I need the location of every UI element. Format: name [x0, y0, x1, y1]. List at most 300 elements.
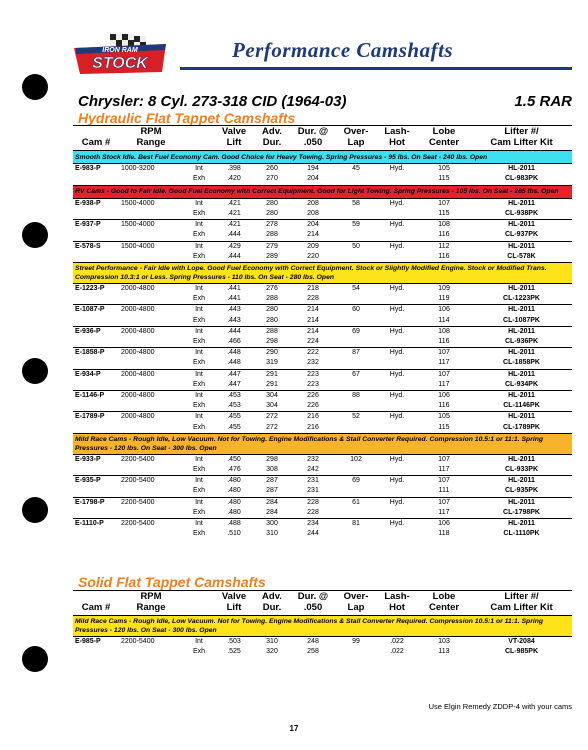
valve-lift: .421	[227, 209, 241, 217]
adv-duration: 287	[266, 487, 278, 495]
overlap	[335, 508, 377, 519]
side-label: Int	[183, 284, 215, 295]
group-description: Smooth Stock Idle. Best Fuel Economy Cam. Good Choice for Heavy Towing. Spring Pressures - 95 lbs. On Seat - 240 lbs. Open	[73, 151, 572, 164]
duration-050: 232	[307, 359, 319, 367]
duration-050: 208	[307, 209, 319, 217]
binder-hole	[22, 358, 48, 384]
adv-duration: 298	[266, 338, 278, 346]
rpm-range	[119, 337, 183, 348]
adv-duration: 308	[266, 466, 278, 474]
duration-050: 231	[291, 476, 335, 487]
adv-duration: 270	[266, 175, 278, 183]
lobe-center: 116	[438, 402, 450, 410]
lifter-kit: HL-2011	[471, 497, 572, 508]
valve-lift: .448	[227, 359, 241, 367]
lash: Hyd.	[377, 391, 417, 402]
engine-heading	[78, 93, 572, 111]
cam-number	[73, 647, 119, 657]
adv-duration: 280	[253, 305, 291, 316]
cam-number: E-578-S	[73, 241, 119, 252]
duration-050: 204	[291, 220, 335, 231]
lash: .022	[390, 648, 404, 656]
duration-050: 226	[307, 402, 319, 410]
lash: Hyd.	[377, 476, 417, 487]
table-row	[73, 209, 572, 220]
cam-number: E-936-P	[73, 326, 119, 337]
lifter-kit: HL-2011	[471, 519, 572, 530]
valve-lift: .448	[215, 348, 253, 359]
lash: Hyd.	[377, 305, 417, 316]
overlap	[335, 174, 377, 185]
group-description: Mild Race Cams - Rough Idle, Low Vacuum. Not for Towing. Engine Modifications & Stall Converter Required. Compression 10.5:1 or 11:1. Spring Pressures - 120 lbs. On Seat - 300 lbs. Open	[73, 616, 572, 637]
lobe-center: 118	[438, 530, 450, 538]
overlap	[335, 230, 377, 241]
adv-duration: 291	[266, 380, 278, 388]
valve-lift: .441	[227, 295, 241, 303]
side-label: Exh	[192, 231, 206, 239]
col-valve-lift: Valve Lift	[221, 591, 247, 613]
adv-duration: 278	[253, 220, 291, 231]
adv-duration: 304	[266, 402, 278, 410]
lobe-center: 119	[438, 295, 450, 303]
rpm-range: 2000-4800	[119, 348, 183, 359]
duration-050: 218	[291, 284, 335, 295]
rpm-range	[119, 294, 183, 305]
valve-lift: .476	[227, 466, 241, 474]
table-row	[73, 369, 572, 380]
valve-lift: .480	[227, 487, 241, 495]
side-label: Exh	[192, 487, 206, 495]
rpm-range	[119, 486, 183, 497]
rpm-range	[119, 174, 183, 185]
lash	[377, 465, 417, 476]
cam-number	[73, 209, 119, 220]
adv-duration: 288	[266, 295, 278, 303]
lifter-kit: HL-2011	[471, 284, 572, 295]
col-rpm: RPM Range	[136, 591, 166, 613]
lifter-kit: HL-2011	[471, 391, 572, 402]
valve-lift: .421	[215, 198, 253, 209]
valve-lift: .398	[215, 164, 253, 175]
rpm-range	[119, 508, 183, 519]
overlap	[335, 380, 377, 391]
duration-050: 228	[307, 508, 319, 516]
overlap: 69	[335, 326, 377, 337]
lash	[377, 252, 417, 263]
adv-duration: 300	[253, 519, 291, 530]
lifter-kit: CL-578K	[507, 252, 536, 260]
overlap: 60	[335, 305, 377, 316]
overlap: 61	[335, 497, 377, 508]
rpm-range	[119, 380, 183, 391]
lobe-center: 106	[417, 391, 471, 402]
rpm-range	[119, 316, 183, 327]
table-header	[73, 591, 572, 616]
valve-lift: .444	[227, 231, 241, 239]
lobe-center: 109	[417, 284, 471, 295]
duration-050: 220	[307, 252, 319, 260]
svg-text:IRON RAM: IRON RAM	[102, 47, 138, 54]
col-cam: Cam #	[81, 602, 111, 613]
cam-number: E-1789-P	[73, 412, 119, 423]
overlap: 45	[335, 164, 377, 175]
lash: Hyd.	[377, 326, 417, 337]
lobe-center: 112	[417, 241, 471, 252]
engine-name: Chrysler: 8 Cyl. 273-318 CID (1964-03)	[78, 93, 347, 110]
rpm-range: 2200-5400	[119, 454, 183, 465]
cam-number	[73, 337, 119, 348]
rpm-range: 1500-4000	[119, 198, 183, 209]
col-adv-dur: Adv. Dur.	[262, 591, 282, 613]
lash	[377, 380, 417, 391]
lobe-center: 107	[417, 497, 471, 508]
binder-hole	[22, 222, 48, 248]
col-rpm: RPM Range	[136, 126, 166, 148]
page-title: Performance Camshafts	[232, 38, 454, 62]
overlap	[335, 252, 377, 263]
adv-duration: 310	[253, 637, 291, 648]
duration-050: 214	[291, 305, 335, 316]
group-description-row	[73, 616, 572, 637]
overlap	[335, 465, 377, 476]
duration-050: 226	[291, 391, 335, 402]
valve-lift: .444	[215, 326, 253, 337]
table-row	[73, 326, 572, 337]
lash	[377, 529, 417, 539]
rpm-range	[119, 529, 183, 539]
overlap: 58	[335, 198, 377, 209]
lifter-kit: CL-1789PK	[503, 423, 540, 431]
lash: Hyd.	[377, 284, 417, 295]
table-row	[73, 305, 572, 316]
lifter-kit: CL-938PK	[504, 209, 539, 217]
rpm-range	[119, 423, 183, 434]
lobe-center: 105	[417, 164, 471, 175]
cam-number	[73, 465, 119, 476]
lifter-kit: HL-2011	[471, 241, 572, 252]
overlap: 87	[335, 348, 377, 359]
lash	[377, 358, 417, 369]
cam-number	[73, 401, 119, 412]
group-description-row	[73, 433, 572, 454]
valve-lift: .488	[215, 519, 253, 530]
col-adv-dur: Adv. Dur.	[262, 126, 282, 148]
col-overlap: Over- Lap	[343, 591, 369, 613]
rpm-range	[119, 358, 183, 369]
adv-duration: 284	[266, 508, 278, 516]
table-row	[73, 348, 572, 359]
valve-lift: .450	[215, 454, 253, 465]
overlap: 59	[335, 220, 377, 231]
duration-050: 248	[291, 637, 335, 648]
table-row	[73, 529, 572, 539]
lash: Hyd.	[377, 241, 417, 252]
lash	[377, 423, 417, 434]
valve-lift: .525	[227, 648, 241, 656]
cam-number	[73, 252, 119, 263]
overlap: 69	[335, 476, 377, 487]
group-description: Mild Race Cams - Rough Idle, Low Vacuum. Not for Towing. Engine Modifications & Stall Converter Required. Compression 10.5:1 or 11:1. Spring Pressures - 120 lbs. On Seat - 300 lbs. Open	[73, 433, 572, 454]
lobe-center: 117	[438, 466, 450, 474]
binder-hole	[22, 74, 48, 100]
rpm-range: 1500-4000	[119, 220, 183, 231]
valve-lift: .443	[215, 305, 253, 316]
duration-050: 223	[307, 380, 319, 388]
rpm-range: 2200-5400	[119, 476, 183, 487]
overlap: 81	[335, 519, 377, 530]
rpm-range: 2200-5400	[119, 519, 183, 530]
binder-hole	[22, 497, 48, 523]
lobe-center: 107	[417, 454, 471, 465]
lifter-kit: HL-2011	[471, 369, 572, 380]
cam-number: E-1798-P	[73, 497, 119, 508]
lifter-kit: CL-1798PK	[503, 508, 540, 516]
side-label: Int	[183, 519, 215, 530]
hydraulic-cam-table	[73, 125, 572, 539]
rpm-range: 2000-4800	[119, 305, 183, 316]
duration-050: 234	[291, 519, 335, 530]
lash	[377, 401, 417, 412]
table-row	[73, 647, 572, 657]
duration-050: 209	[291, 241, 335, 252]
binder-hole	[22, 646, 48, 672]
lifter-kit: VT-2084	[471, 637, 572, 648]
lobe-center: 116	[438, 338, 450, 346]
duration-050: 228	[291, 497, 335, 508]
cam-number: E-934-P	[73, 369, 119, 380]
table-row	[73, 220, 572, 231]
rpm-range: 2000-4800	[119, 391, 183, 402]
cam-number	[73, 529, 119, 539]
lobe-center: 116	[438, 252, 450, 260]
lifter-kit: CL-934PK	[504, 380, 539, 388]
lobe-center: 106	[417, 519, 471, 530]
table-row	[73, 637, 572, 648]
lifter-kit: CL-1110PK	[503, 530, 540, 538]
adv-duration: 291	[253, 369, 291, 380]
col-lash: Lash- Hot	[384, 126, 410, 148]
side-label: Int	[183, 164, 215, 175]
lobe-center: 113	[438, 648, 450, 656]
side-label: Int	[183, 412, 215, 423]
col-valve-lift: Valve Lift	[221, 126, 247, 148]
rpm-range	[119, 647, 183, 657]
rpm-range: 2000-4800	[119, 326, 183, 337]
table-row	[73, 164, 572, 175]
side-label: Int	[183, 220, 215, 231]
cam-number	[73, 230, 119, 241]
adv-duration: 260	[253, 164, 291, 175]
table-row	[73, 174, 572, 185]
title-rule	[180, 67, 572, 70]
side-label: Exh	[192, 252, 206, 260]
duration-050: 194	[291, 164, 335, 175]
side-label: Exh	[192, 209, 206, 217]
lobe-center: 115	[438, 175, 450, 183]
duration-050: 216	[307, 423, 319, 431]
col-lobe-center: Lobe Center	[428, 591, 460, 613]
side-label: Exh	[192, 508, 206, 516]
rpm-range: 2000-4800	[119, 412, 183, 423]
col-cam: Cam #	[81, 137, 111, 148]
hydraulic-section-title: Hydraulic Flat Tappet Camshafts	[78, 110, 296, 126]
table-row	[73, 423, 572, 434]
table-row	[73, 391, 572, 402]
table-row	[73, 284, 572, 295]
table-row	[73, 519, 572, 530]
rpm-range: 2200-5400	[119, 497, 183, 508]
overlap	[335, 337, 377, 348]
table-row	[73, 198, 572, 209]
lash	[377, 230, 417, 241]
rocker-ratio: 1.5 RAR	[514, 93, 572, 110]
rpm-range	[119, 230, 183, 241]
lifter-kit: CL-936PK	[504, 338, 539, 346]
rpm-range: 2000-4800	[119, 369, 183, 380]
duration-050: 231	[307, 487, 319, 495]
col-lash: Lash- Hot	[384, 591, 410, 613]
overlap	[335, 647, 377, 657]
overlap: 50	[335, 241, 377, 252]
table-row	[73, 465, 572, 476]
lifter-kit: HL-2011	[471, 220, 572, 231]
lobe-center: 107	[417, 198, 471, 209]
side-label: Exh	[192, 338, 206, 346]
duration-050: 258	[307, 648, 319, 656]
adv-duration: 280	[253, 198, 291, 209]
lifter-kit: HL-2011	[471, 305, 572, 316]
lifter-kit: CL-985PK	[504, 648, 539, 656]
lobe-center: 108	[417, 220, 471, 231]
overlap: 52	[335, 412, 377, 423]
valve-lift: .455	[215, 412, 253, 423]
side-label: Int	[183, 637, 215, 648]
duration-050: 224	[307, 338, 319, 346]
table-header	[73, 126, 572, 151]
side-label: Exh	[192, 175, 206, 183]
lash	[377, 508, 417, 519]
col-spacer	[183, 126, 215, 151]
lobe-center: 117	[438, 508, 450, 516]
adv-duration: 319	[266, 359, 278, 367]
cam-number: E-1223-P	[73, 284, 119, 295]
adv-duration: 304	[253, 391, 291, 402]
cam-number	[73, 423, 119, 434]
side-label: Int	[183, 391, 215, 402]
side-label: Int	[183, 198, 215, 209]
side-label: Int	[183, 497, 215, 508]
valve-lift: .420	[227, 175, 241, 183]
lifter-kit: HL-2011	[471, 454, 572, 465]
duration-050: 242	[307, 466, 319, 474]
duration-050: 222	[291, 348, 335, 359]
lobe-center: 107	[417, 369, 471, 380]
valve-lift: .466	[227, 338, 241, 346]
table-row	[73, 294, 572, 305]
group-description-row	[73, 151, 572, 164]
side-label: Int	[183, 241, 215, 252]
cam-number: E-937-P	[73, 220, 119, 231]
duration-050: 214	[291, 326, 335, 337]
lobe-center: 106	[417, 305, 471, 316]
lash: Hyd.	[377, 454, 417, 465]
valve-lift: .480	[227, 508, 241, 516]
duration-050: 232	[291, 454, 335, 465]
cam-number	[73, 358, 119, 369]
cam-number	[73, 316, 119, 327]
valve-lift: .503	[215, 637, 253, 648]
side-label: Exh	[192, 648, 206, 656]
page-number: 17	[289, 724, 299, 733]
valve-lift: .443	[227, 316, 241, 324]
valve-lift: .510	[227, 530, 241, 538]
lobe-center: 116	[438, 231, 450, 239]
rpm-range: 1500-4000	[119, 241, 183, 252]
overlap	[335, 401, 377, 412]
lifter-kit: HL-2011	[471, 198, 572, 209]
lobe-center: 107	[417, 348, 471, 359]
lifter-kit: HL-2011	[471, 412, 572, 423]
side-label: Int	[183, 305, 215, 316]
table-row	[73, 358, 572, 369]
lifter-kit: HL-2011	[471, 164, 572, 175]
table-row	[73, 454, 572, 465]
duration-050: 223	[291, 369, 335, 380]
overlap: 54	[335, 284, 377, 295]
lash	[377, 486, 417, 497]
cam-number	[73, 294, 119, 305]
lifter-kit: CL-1146PK	[503, 402, 540, 410]
table-row	[73, 497, 572, 508]
adv-duration: 290	[253, 348, 291, 359]
lifter-kit: CL-935PK	[504, 487, 539, 495]
lobe-center: 114	[438, 316, 450, 324]
table-row	[73, 380, 572, 391]
group-description-row	[73, 263, 572, 284]
overlap	[335, 529, 377, 539]
lash: Hyd.	[377, 220, 417, 231]
adv-duration: 280	[266, 316, 278, 324]
cam-number: E-1146-P	[73, 391, 119, 402]
rpm-range	[119, 401, 183, 412]
side-label: Int	[183, 454, 215, 465]
adv-duration: 272	[253, 412, 291, 423]
svg-text:STOCK: STOCK	[92, 55, 148, 72]
side-label: Exh	[192, 316, 206, 324]
overlap: 67	[335, 369, 377, 380]
col-lifter-kit: Lifter #/ Cam Lifter Kit	[490, 591, 553, 613]
valve-lift: .480	[215, 497, 253, 508]
valve-lift: .421	[215, 220, 253, 231]
side-label: Exh	[192, 359, 206, 367]
col-spacer	[183, 591, 215, 616]
cam-number	[73, 380, 119, 391]
cam-number: E-935-P	[73, 476, 119, 487]
duration-050: 216	[291, 412, 335, 423]
overlap	[335, 486, 377, 497]
valve-lift: .447	[227, 380, 241, 388]
side-label: Int	[183, 348, 215, 359]
cam-number	[73, 508, 119, 519]
lifter-kit: CL-933PK	[504, 466, 539, 474]
group-description-row	[73, 185, 572, 198]
lobe-center: 103	[417, 637, 471, 648]
lifter-kit: CL-1223PK	[503, 295, 540, 303]
lifter-kit: HL-2011	[471, 348, 572, 359]
overlap	[335, 209, 377, 220]
cam-number: E-933-P	[73, 454, 119, 465]
cam-number	[73, 486, 119, 497]
